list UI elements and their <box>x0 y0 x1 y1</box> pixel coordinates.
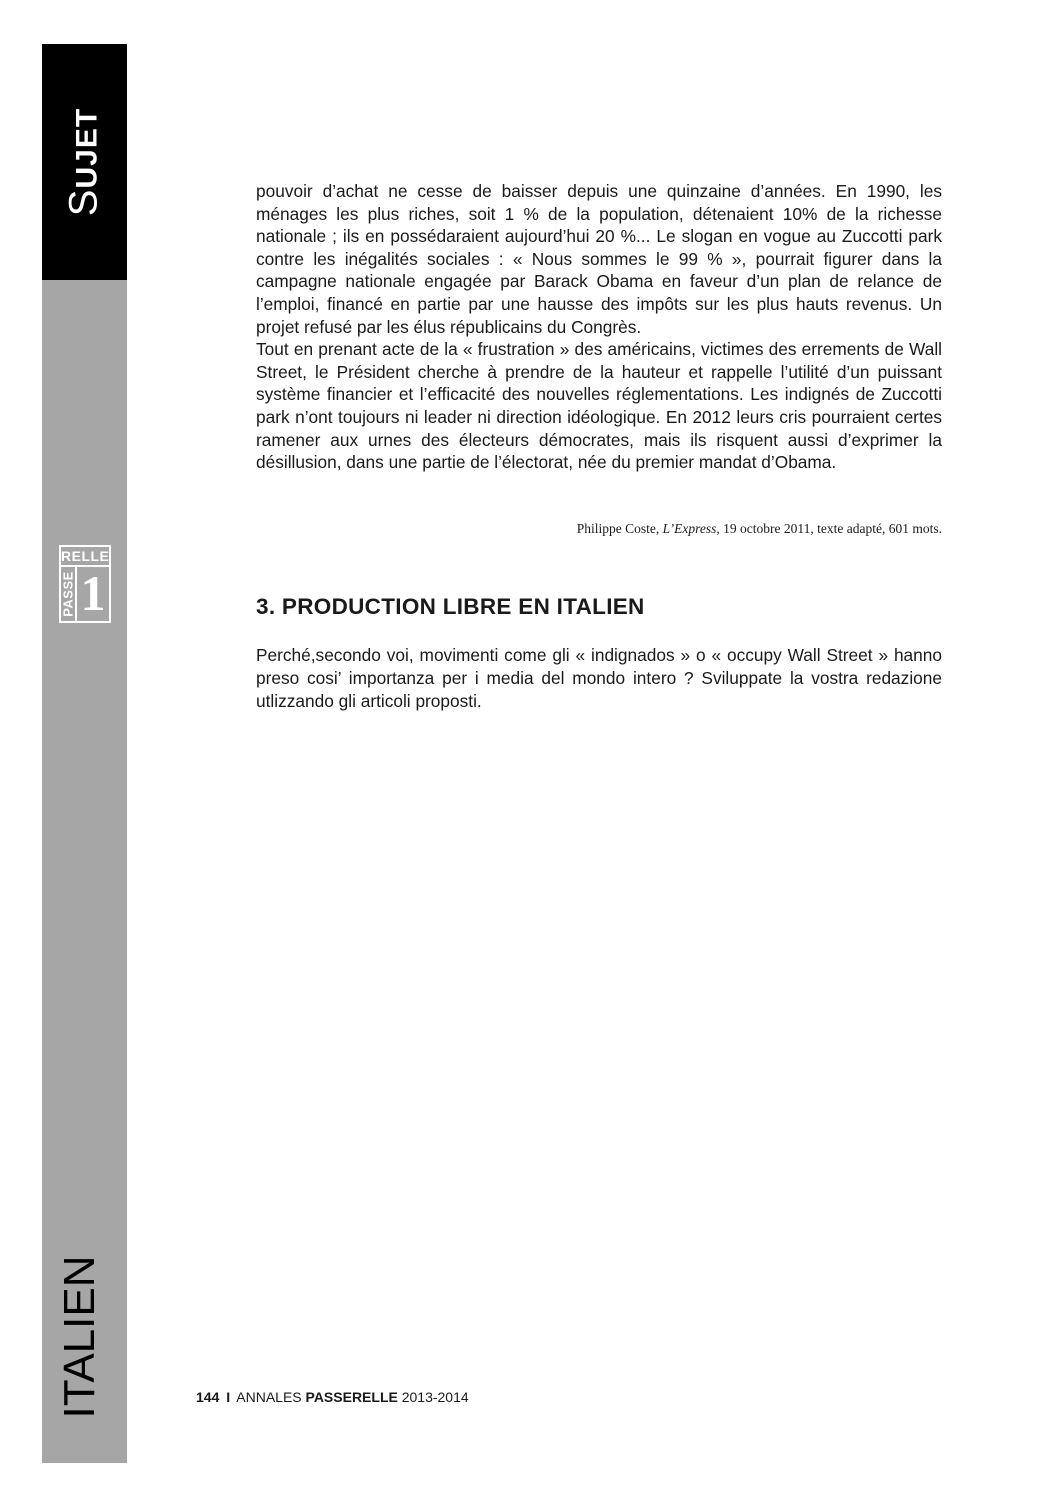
logo-number: 1 <box>80 565 106 621</box>
article-paragraph-2: Tout en prenant acte de la « frustration » des américains, victimes des errements de Wall Street, le Président cherche à prendre de la hauteur et rappelle l’utilité d’un puissant système financier et l’efficacité des nouvelles réglementations. Les indignés de Zuccotti park n’ont toujours ni leader ni direction idéologique. En 2012 leurs cris pourraient certes ramener aux urnes des électeurs démocrates, mais ils risquent aussi d’exprimer la désillusion, dans une partie de l’électorat, née du premier mandat d’Obama. <box>256 339 942 473</box>
page-number: 144 <box>196 1389 220 1405</box>
passerelle-logo <box>59 545 111 623</box>
source-publication: L’Express <box>662 521 717 536</box>
logo-side-text: PASSE <box>60 571 76 617</box>
sujet-label-rest: UJET <box>70 107 104 189</box>
footer-brand: PASSERELLE <box>305 1389 398 1405</box>
sujet-label-initial: S <box>61 188 106 217</box>
subject-label-italien: ITALIEN <box>55 1255 104 1419</box>
logo-top-text: RELLE <box>61 547 109 567</box>
sujet-label <box>62 108 107 216</box>
footer-separator: I <box>226 1389 231 1405</box>
article-source <box>256 521 942 537</box>
section-title: 3. PRODUCTION LIBRE EN ITALIEN <box>256 594 645 619</box>
page-footer <box>196 1389 469 1405</box>
source-author: Philippe Coste, <box>576 521 663 536</box>
article-paragraph-1: pouvoir d’achat ne cesse de baisser depuis une quinzaine d’années. En 1990, les ménages les plus riches, soit 1 % de la population, détenaient 10% de la richesse nationale ; ils en possédaraient aujourd’hui 20 %... Le slogan en vogue au Zuccotti park contre les inégalités sociales : « Nous sommes le 99 % », pourrait figurer dans la campagne nationale engagée par Barack Obama en faveur d’un plan de relance de l’emploi, financé en partie par une hausse des impôts sur les plus hauts revenus. Un projet refusé par les élus républicains du Congrès. <box>256 181 942 337</box>
essay-prompt: Perché,secondo voi, movimenti come gli « indignados » o « occupy Wall Street » hanno preso cosi’ importanza per i media del mondo intero ? Sviluppate la vostra redazione utlizzando gli articoli proposti. <box>256 645 942 711</box>
article-body <box>256 180 942 474</box>
footer-years: 2013-2014 <box>401 1389 469 1405</box>
source-details: , 19 octobre 2011, texte adapté, 601 mots. <box>716 521 942 536</box>
logo-side-box <box>61 567 77 621</box>
footer-prefix: ANNALES <box>236 1389 302 1405</box>
